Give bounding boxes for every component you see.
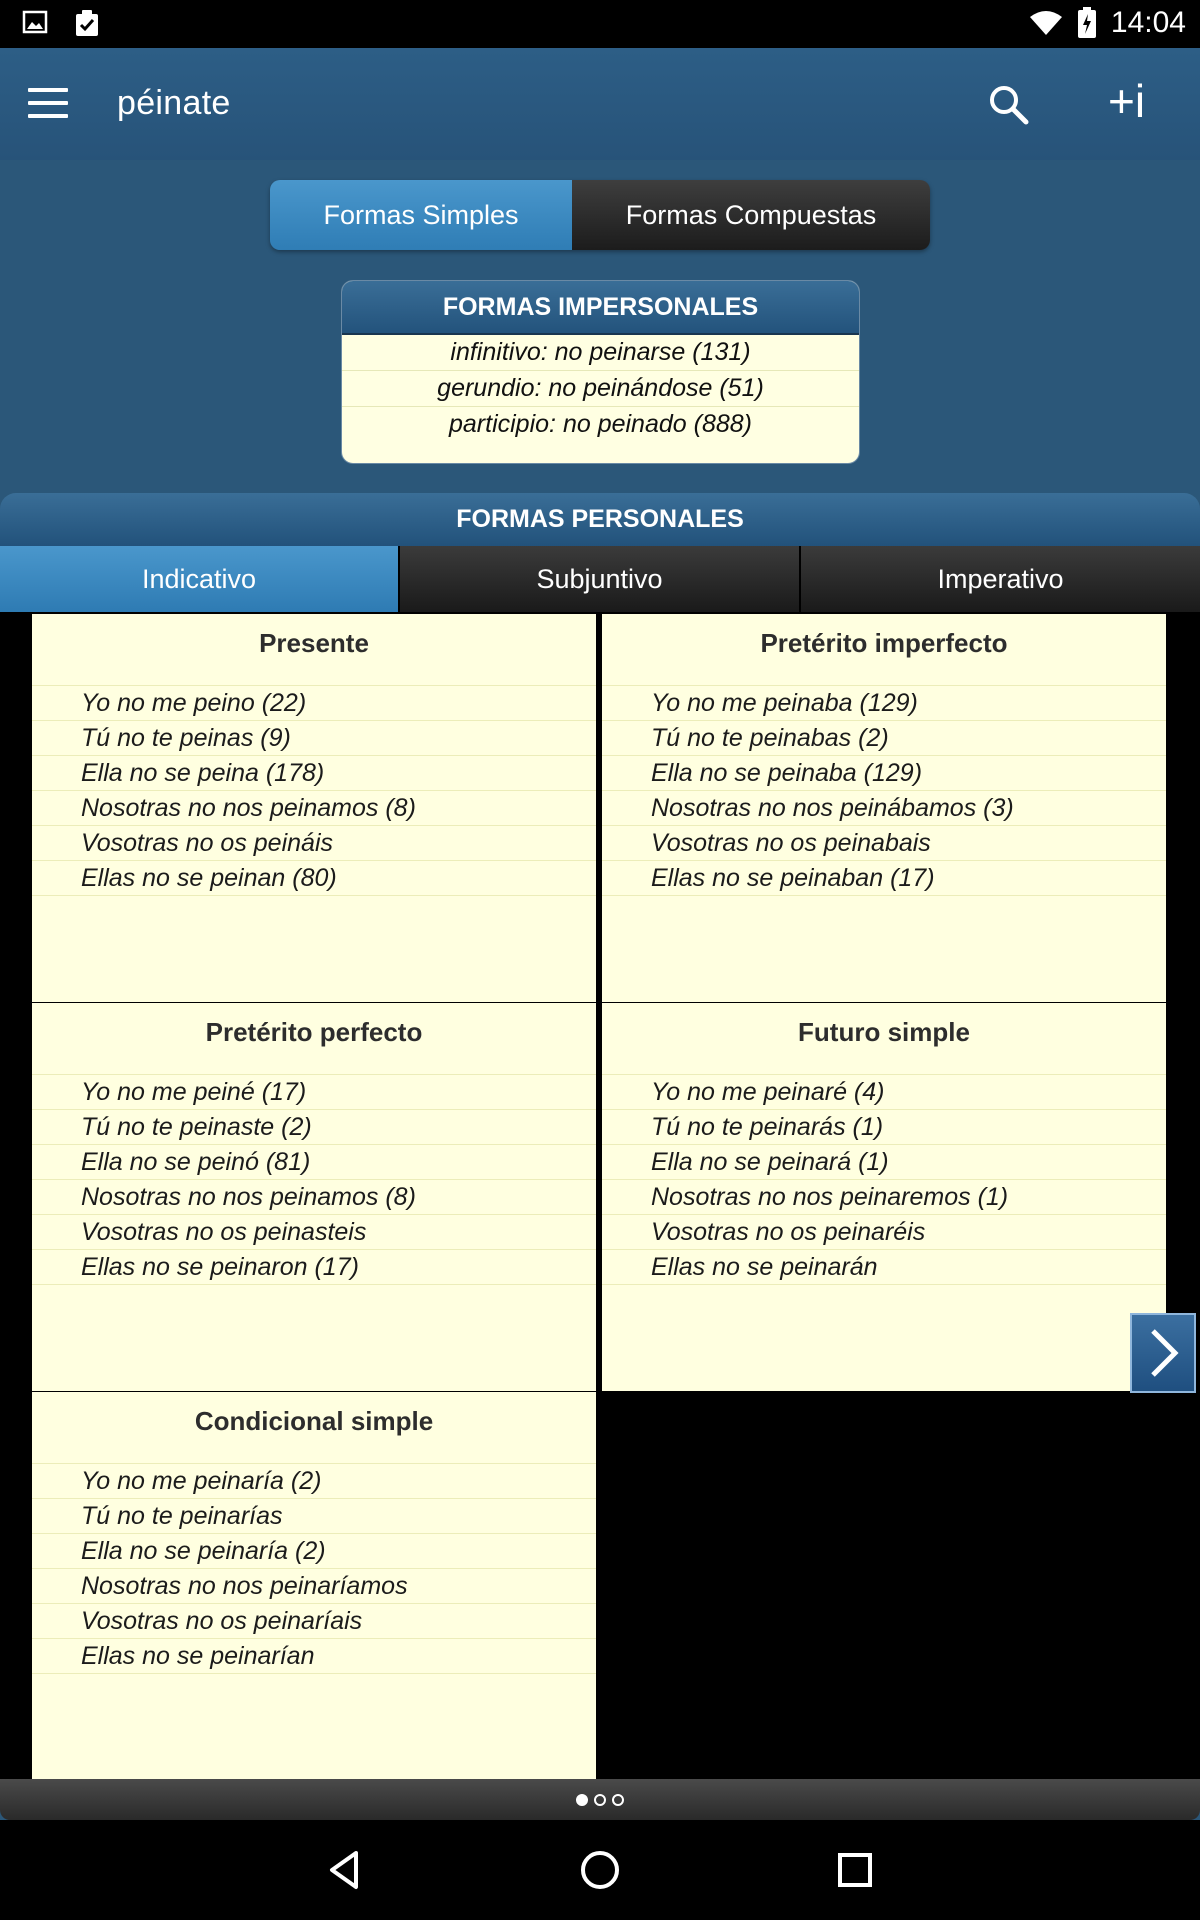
tense-title: Pretérito perfecto xyxy=(205,1017,423,1047)
next-page-button[interactable] xyxy=(1130,1313,1196,1393)
conjugation-row: Vosotras no os peináis xyxy=(32,826,596,861)
conjugation-row: Ellas no se peinaron (17) xyxy=(32,1250,596,1285)
tense-card-preterito-imperfecto xyxy=(602,614,1166,1002)
conjugation-row: Ella no se peinará (1) xyxy=(602,1145,1166,1180)
tab-imperativo[interactable]: Imperativo xyxy=(799,546,1200,612)
conjugation-row: Nosotras no nos peinaríamos xyxy=(32,1569,596,1604)
tab-subjuntivo[interactable]: Subjuntivo xyxy=(398,546,799,612)
page-title: péinate xyxy=(117,84,231,122)
conjugation-row: Ellas no se peinan (80) xyxy=(32,861,596,896)
conjugation-row: Tú no te peinas (9) xyxy=(32,721,596,756)
clipboard-check-icon xyxy=(74,9,100,37)
impersonal-form-row: gerundio: no peinándose (51) xyxy=(342,371,859,407)
form-type-toggle xyxy=(270,180,930,250)
conjugation-row: Tú no te peinarás (1) xyxy=(602,1110,1166,1145)
battery-charging-icon xyxy=(1077,7,1097,39)
conjugation-row: Tú no te peinarías xyxy=(32,1499,596,1534)
tab-indicativo[interactable]: Indicativo xyxy=(0,546,398,612)
impersonal-forms-header: FORMAS IMPERSONALES xyxy=(342,281,859,335)
tense-card-presente xyxy=(32,614,596,1002)
tense-title: Futuro simple xyxy=(798,1017,970,1047)
mood-tabs xyxy=(0,546,1200,612)
add-info-icon[interactable]: +i xyxy=(1108,75,1146,127)
conjugation-row: Yo no me peino (22) xyxy=(32,686,596,721)
conjugation-row: Yo no me peinaba (129) xyxy=(602,686,1166,721)
navigation-bar xyxy=(0,1820,1200,1920)
tense-card-preterito-perfecto xyxy=(32,1003,596,1391)
conjugation-row: Vosotras no os peinaríais xyxy=(32,1604,596,1639)
page-dot xyxy=(612,1794,624,1806)
tense-grid xyxy=(0,612,1200,1779)
status-time: 14:04 xyxy=(1110,6,1186,39)
page-dot-active xyxy=(576,1794,588,1806)
tense-title: Pretérito imperfecto xyxy=(760,628,1008,658)
chevron-right-icon xyxy=(1143,1325,1183,1381)
conjugation-row: Nosotras no nos peinaremos (1) xyxy=(602,1180,1166,1215)
main-content xyxy=(0,160,1200,1820)
tab-formas-compuestas[interactable]: Formas Compuestas xyxy=(572,180,930,250)
page-dot xyxy=(594,1794,606,1806)
conjugation-row: Ella no se peinó (81) xyxy=(32,1145,596,1180)
impersonal-form-row: infinitivo: no peinarse (131) xyxy=(342,335,859,371)
impersonal-form-row: participio: no peinado (888) xyxy=(449,410,752,438)
conjugation-row: Yo no me peiné (17) xyxy=(32,1075,596,1110)
impersonal-forms-card xyxy=(341,280,860,464)
conjugation-row: Yo no me peinaré (4) xyxy=(602,1075,1166,1110)
tense-card-futuro-simple xyxy=(602,1003,1166,1391)
conjugation-row: Yo no me peinaría (2) xyxy=(32,1464,596,1499)
conjugation-row: Vosotras no os peinabais xyxy=(602,826,1166,861)
recents-icon[interactable] xyxy=(830,1845,880,1895)
conjugation-row: Ella no se peina (178) xyxy=(32,756,596,791)
home-icon[interactable] xyxy=(575,1845,625,1895)
conjugation-row: Tú no te peinabas (2) xyxy=(602,721,1166,756)
page-indicator xyxy=(0,1779,1200,1820)
search-icon[interactable] xyxy=(984,80,1034,130)
conjugation-list xyxy=(32,1074,596,1285)
status-bar xyxy=(0,0,1200,48)
back-icon[interactable] xyxy=(320,1845,370,1895)
conjugation-row: Vosotras no os peinasteis xyxy=(32,1215,596,1250)
menu-icon[interactable] xyxy=(28,86,70,120)
app-bar xyxy=(0,48,1200,160)
personal-forms-header: FORMAS PERSONALES xyxy=(0,493,1200,546)
conjugation-row: Nosotras no nos peinábamos (3) xyxy=(602,791,1166,826)
conjugation-row: Ella no se peinaría (2) xyxy=(32,1534,596,1569)
conjugation-row: Ellas no se peinarán xyxy=(602,1250,1166,1285)
conjugation-row: Ellas no se peinaban (17) xyxy=(602,861,1166,896)
tense-card-condicional-simple xyxy=(32,1392,596,1780)
conjugation-list xyxy=(32,685,596,896)
tense-title: Condicional simple xyxy=(194,1406,434,1436)
conjugation-row: Ella no se peinaba (129) xyxy=(602,756,1166,791)
tab-formas-simples[interactable]: Formas Simples xyxy=(270,180,572,250)
image-icon xyxy=(22,9,48,35)
conjugation-list xyxy=(32,1463,596,1674)
wifi-icon xyxy=(1029,10,1063,36)
conjugation-list xyxy=(602,1074,1166,1285)
conjugation-row: Vosotras no os peinaréis xyxy=(602,1215,1166,1250)
conjugation-row: Nosotras no nos peinamos (8) xyxy=(32,1180,596,1215)
conjugation-row: Tú no te peinaste (2) xyxy=(32,1110,596,1145)
conjugation-row: Ellas no se peinarían xyxy=(32,1639,596,1674)
conjugation-row: Nosotras no nos peinamos (8) xyxy=(32,791,596,826)
conjugation-list xyxy=(602,685,1166,896)
tense-title: Presente xyxy=(259,628,369,658)
